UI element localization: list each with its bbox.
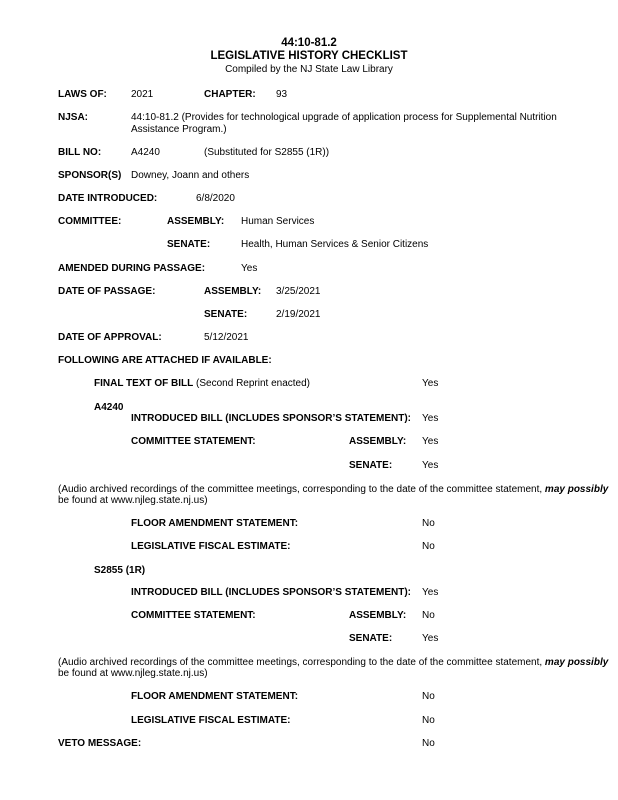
s2855-committee-senate-label: SENATE:: [349, 633, 393, 644]
page-title: LEGISLATIVE HISTORY CHECKLIST: [210, 50, 408, 62]
a4240-committee-label: COMMITTEE STATEMENT:: [131, 436, 256, 447]
a4240-heading: A4240: [94, 402, 124, 413]
date-of-approval-label: DATE OF APPROVAL:: [58, 332, 162, 343]
committee-assembly-value: Human Services: [241, 216, 315, 227]
njsa-value: 44:10-81.2 (Provides for technological upgrade of application process for Supplemental Nutrition Assistance Program.): [131, 112, 557, 135]
date-of-approval-value: 5/12/2021: [204, 332, 249, 343]
committee-label: COMMITTEE:: [58, 216, 122, 227]
a4240-audio-link-text: be found at www.njleg.state.nj.us): [58, 495, 208, 506]
s2855-audio-emphasis: may possibly: [544, 657, 609, 668]
committee-assembly-label: ASSEMBLY:: [167, 216, 225, 227]
a4240-fiscal-value: No: [422, 541, 435, 552]
final-text-value: Yes: [422, 378, 439, 389]
a4240-introduced-value: Yes: [422, 413, 439, 424]
veto-message-label: VETO MESSAGE:: [58, 738, 142, 749]
bill-no-label: BILL NO:: [58, 147, 102, 158]
laws-of-value: 2021: [131, 89, 154, 100]
sponsor-label: SPONSOR(S): [58, 170, 122, 181]
amended-label: AMENDED DURING PASSAGE:: [58, 263, 206, 274]
committee-senate-label: SENATE:: [167, 239, 211, 250]
a4240-floor-value: No: [422, 518, 435, 529]
date-introduced-value: 6/8/2020: [196, 193, 235, 204]
s2855-audio-text: (Audio archived recordings of the committee meetings, corresponding to the date of the committee statement,: [58, 657, 545, 668]
a4240-fiscal-label: LEGISLATIVE FISCAL ESTIMATE:: [131, 541, 291, 552]
s2855-committee-label: COMMITTEE STATEMENT:: [131, 610, 256, 621]
passage-senate-value: 2/19/2021: [276, 309, 321, 320]
date-introduced-label: DATE INTRODUCED:: [58, 193, 158, 204]
s2855-fiscal-label: LEGISLATIVE FISCAL ESTIMATE:: [131, 715, 291, 726]
chapter-value: 93: [276, 89, 288, 100]
s2855-heading: S2855 (1R): [94, 565, 146, 576]
bill-no-substitution: (Substituted for S2855 (1R)): [204, 147, 330, 158]
passage-assembly-value: 3/25/2021: [276, 286, 321, 297]
s2855-floor-value: No: [422, 691, 435, 702]
compiled-by: Compiled by the NJ State Law Library: [225, 64, 393, 75]
veto-message-value: No: [422, 738, 435, 749]
a4240-committee-assembly-value: Yes: [422, 436, 439, 447]
s2855-fiscal-value: No: [422, 715, 435, 726]
date-of-passage-label: DATE OF PASSAGE:: [58, 286, 156, 297]
bill-no-value: A4240: [131, 147, 160, 158]
sponsor-value: Downey, Joann and others: [131, 170, 250, 181]
s2855-committee-assembly-value: No: [422, 610, 435, 621]
a4240-committee-senate-value: Yes: [422, 460, 439, 471]
a4240-audio-text: (Audio archived recordings of the committee meetings, corresponding to the date of the committee statement,: [58, 484, 545, 495]
passage-senate-label: SENATE:: [204, 309, 248, 320]
s2855-floor-label: FLOOR AMENDMENT STATEMENT:: [131, 691, 299, 702]
a4240-introduced-label: INTRODUCED BILL (INCLUDES SPONSOR’S STATEMENT):: [131, 413, 411, 424]
amended-value: Yes: [241, 263, 258, 274]
a4240-committee-senate-label: SENATE:: [349, 460, 393, 471]
chapter-label: CHAPTER:: [204, 89, 256, 100]
laws-of-label: LAWS OF:: [58, 89, 107, 100]
citation-heading: 44:10-81.2: [281, 37, 337, 49]
final-text-note: (Second Reprint enacted): [196, 378, 311, 389]
njsa-label: NJSA:: [58, 112, 89, 123]
final-text-label: FINAL TEXT OF BILL: [94, 378, 194, 389]
s2855-committee-assembly-label: ASSEMBLY:: [349, 610, 407, 621]
a4240-floor-label: FLOOR AMENDMENT STATEMENT:: [131, 518, 299, 529]
passage-assembly-label: ASSEMBLY:: [204, 286, 262, 297]
s2855-introduced-value: Yes: [422, 587, 439, 598]
s2855-audio-link-text: be found at www.njleg.state.nj.us): [58, 668, 208, 679]
s2855-committee-senate-value: Yes: [422, 633, 439, 644]
s2855-introduced-label: INTRODUCED BILL (INCLUDES SPONSOR’S STATEMENT):: [131, 587, 411, 598]
a4240-audio-emphasis: may possibly: [544, 484, 609, 495]
final-text-row: [94, 378, 310, 390]
a4240-committee-assembly-label: ASSEMBLY:: [349, 436, 407, 447]
committee-senate-value: Health, Human Services & Senior Citizens: [241, 239, 429, 250]
attached-heading: FOLLOWING ARE ATTACHED IF AVAILABLE:: [58, 355, 272, 366]
